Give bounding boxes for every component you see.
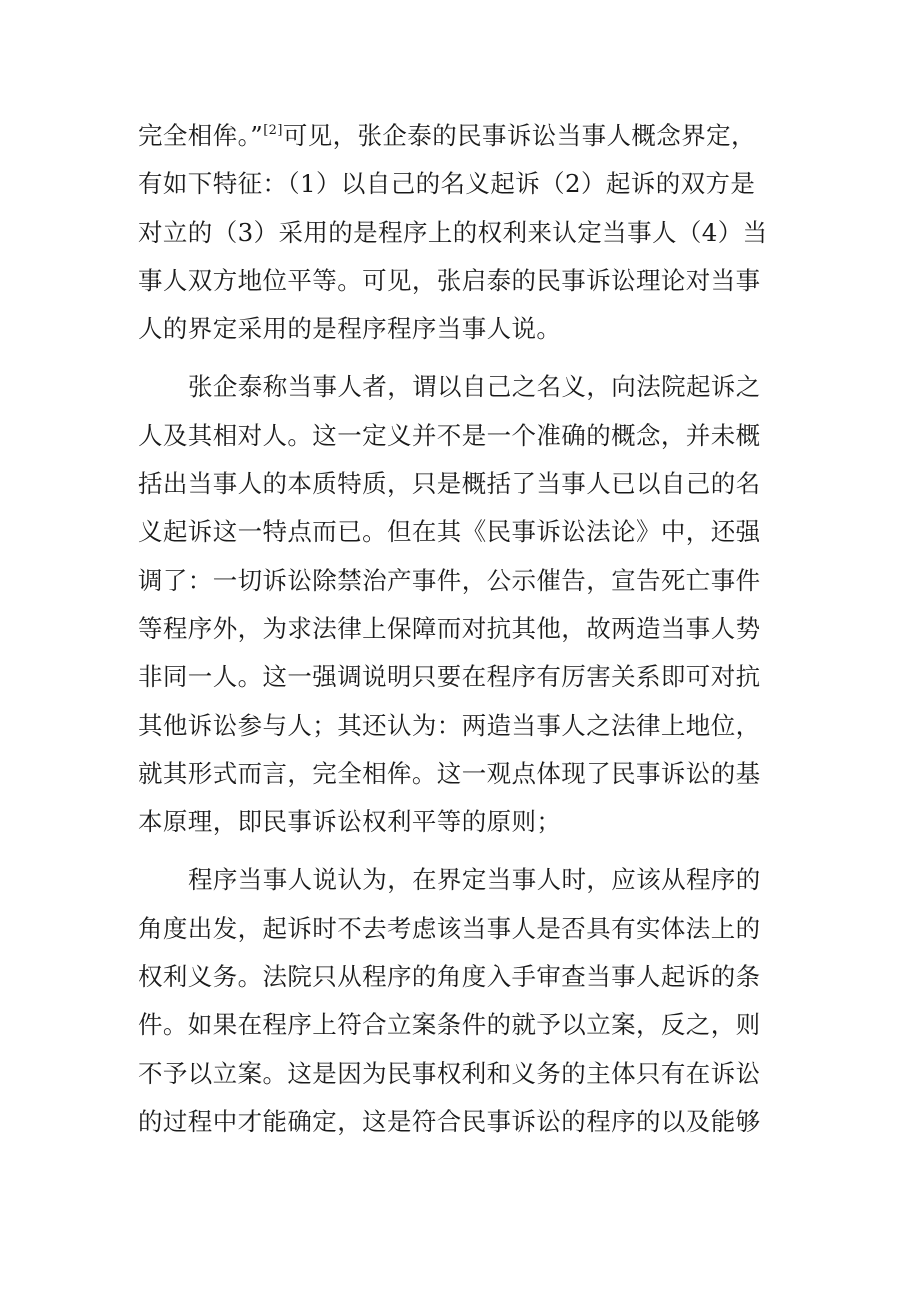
text-line: 其他诉讼参与人；其还认为：两造当事人之法律上地位， <box>138 710 761 740</box>
footnote-reference[interactable]: [2] <box>263 123 283 138</box>
text-line: 本原理，即民事诉讼权利平等的原则； <box>138 807 562 837</box>
paragraph-2 <box>138 363 778 846</box>
text-line: 括出当事人的本质特质，只是概括了当事人已以自己的名 <box>138 469 761 499</box>
text-line: 事人双方地位平等。可见，张启泰的民事诉讼理论对当事 <box>138 265 761 295</box>
text-line: 不予以立案。这是因为民事权利和义务的主体只有在诉讼 <box>138 1058 761 1088</box>
text-segment: 可见，张企泰的民事诉讼当事人概念界定， <box>282 121 756 150</box>
text-line: 权利义务。法院只从程序的角度入手审查当事人起诉的条 <box>138 962 761 992</box>
paragraph-1 <box>138 112 778 353</box>
text-line: 义起诉这一特点而已。但在其《民事诉讼法论》中，还强 <box>138 517 761 547</box>
text-line: 调了：一切诉讼除禁治产事件，公示催告，宣告死亡事件 <box>138 565 761 595</box>
paragraph-3 <box>138 856 778 1146</box>
text-line: 就其形式而言，完全相侔。这一观点体现了民事诉讼的基 <box>138 758 761 788</box>
text-line: 等程序外，为求法律上保障而对抗其他，故两造当事人势 <box>138 613 761 643</box>
text-line: 非同一人。这一强调说明只要在程序有厉害关系即可对抗 <box>138 662 761 692</box>
document-page <box>138 112 778 1156</box>
text-line: 角度出发，起诉时不去考虑该当事人是否具有实体法上的 <box>138 913 761 943</box>
text-line: 有如下特征：（1）以自己的名义起诉（2）起诉的双方是 <box>138 169 756 199</box>
text-line: 对立的（3）采用的是程序上的权利来认定当事人（4）当 <box>138 217 768 247</box>
text-line: 的过程中才能确定，这是符合民事诉讼的程序的以及能够 <box>138 1106 761 1136</box>
text-line: 人及其相对人。这一定义并不是一个准确的概念，并未概 <box>138 420 761 450</box>
text-segment: 完全相侔。” <box>138 121 264 150</box>
text-line: 人的界定采用的是程序程序当事人说。 <box>138 314 562 344</box>
text-line: 件。如果在程序上符合立案条件的就予以立案，反之，则 <box>138 1010 761 1040</box>
text-line: 程序当事人说认为，在界定当事人时，应该从程序的 <box>188 865 761 895</box>
text-line <box>138 112 778 160</box>
text-line: 张企泰称当事人者，谓以自己之名义，向法院起诉之 <box>188 372 761 402</box>
